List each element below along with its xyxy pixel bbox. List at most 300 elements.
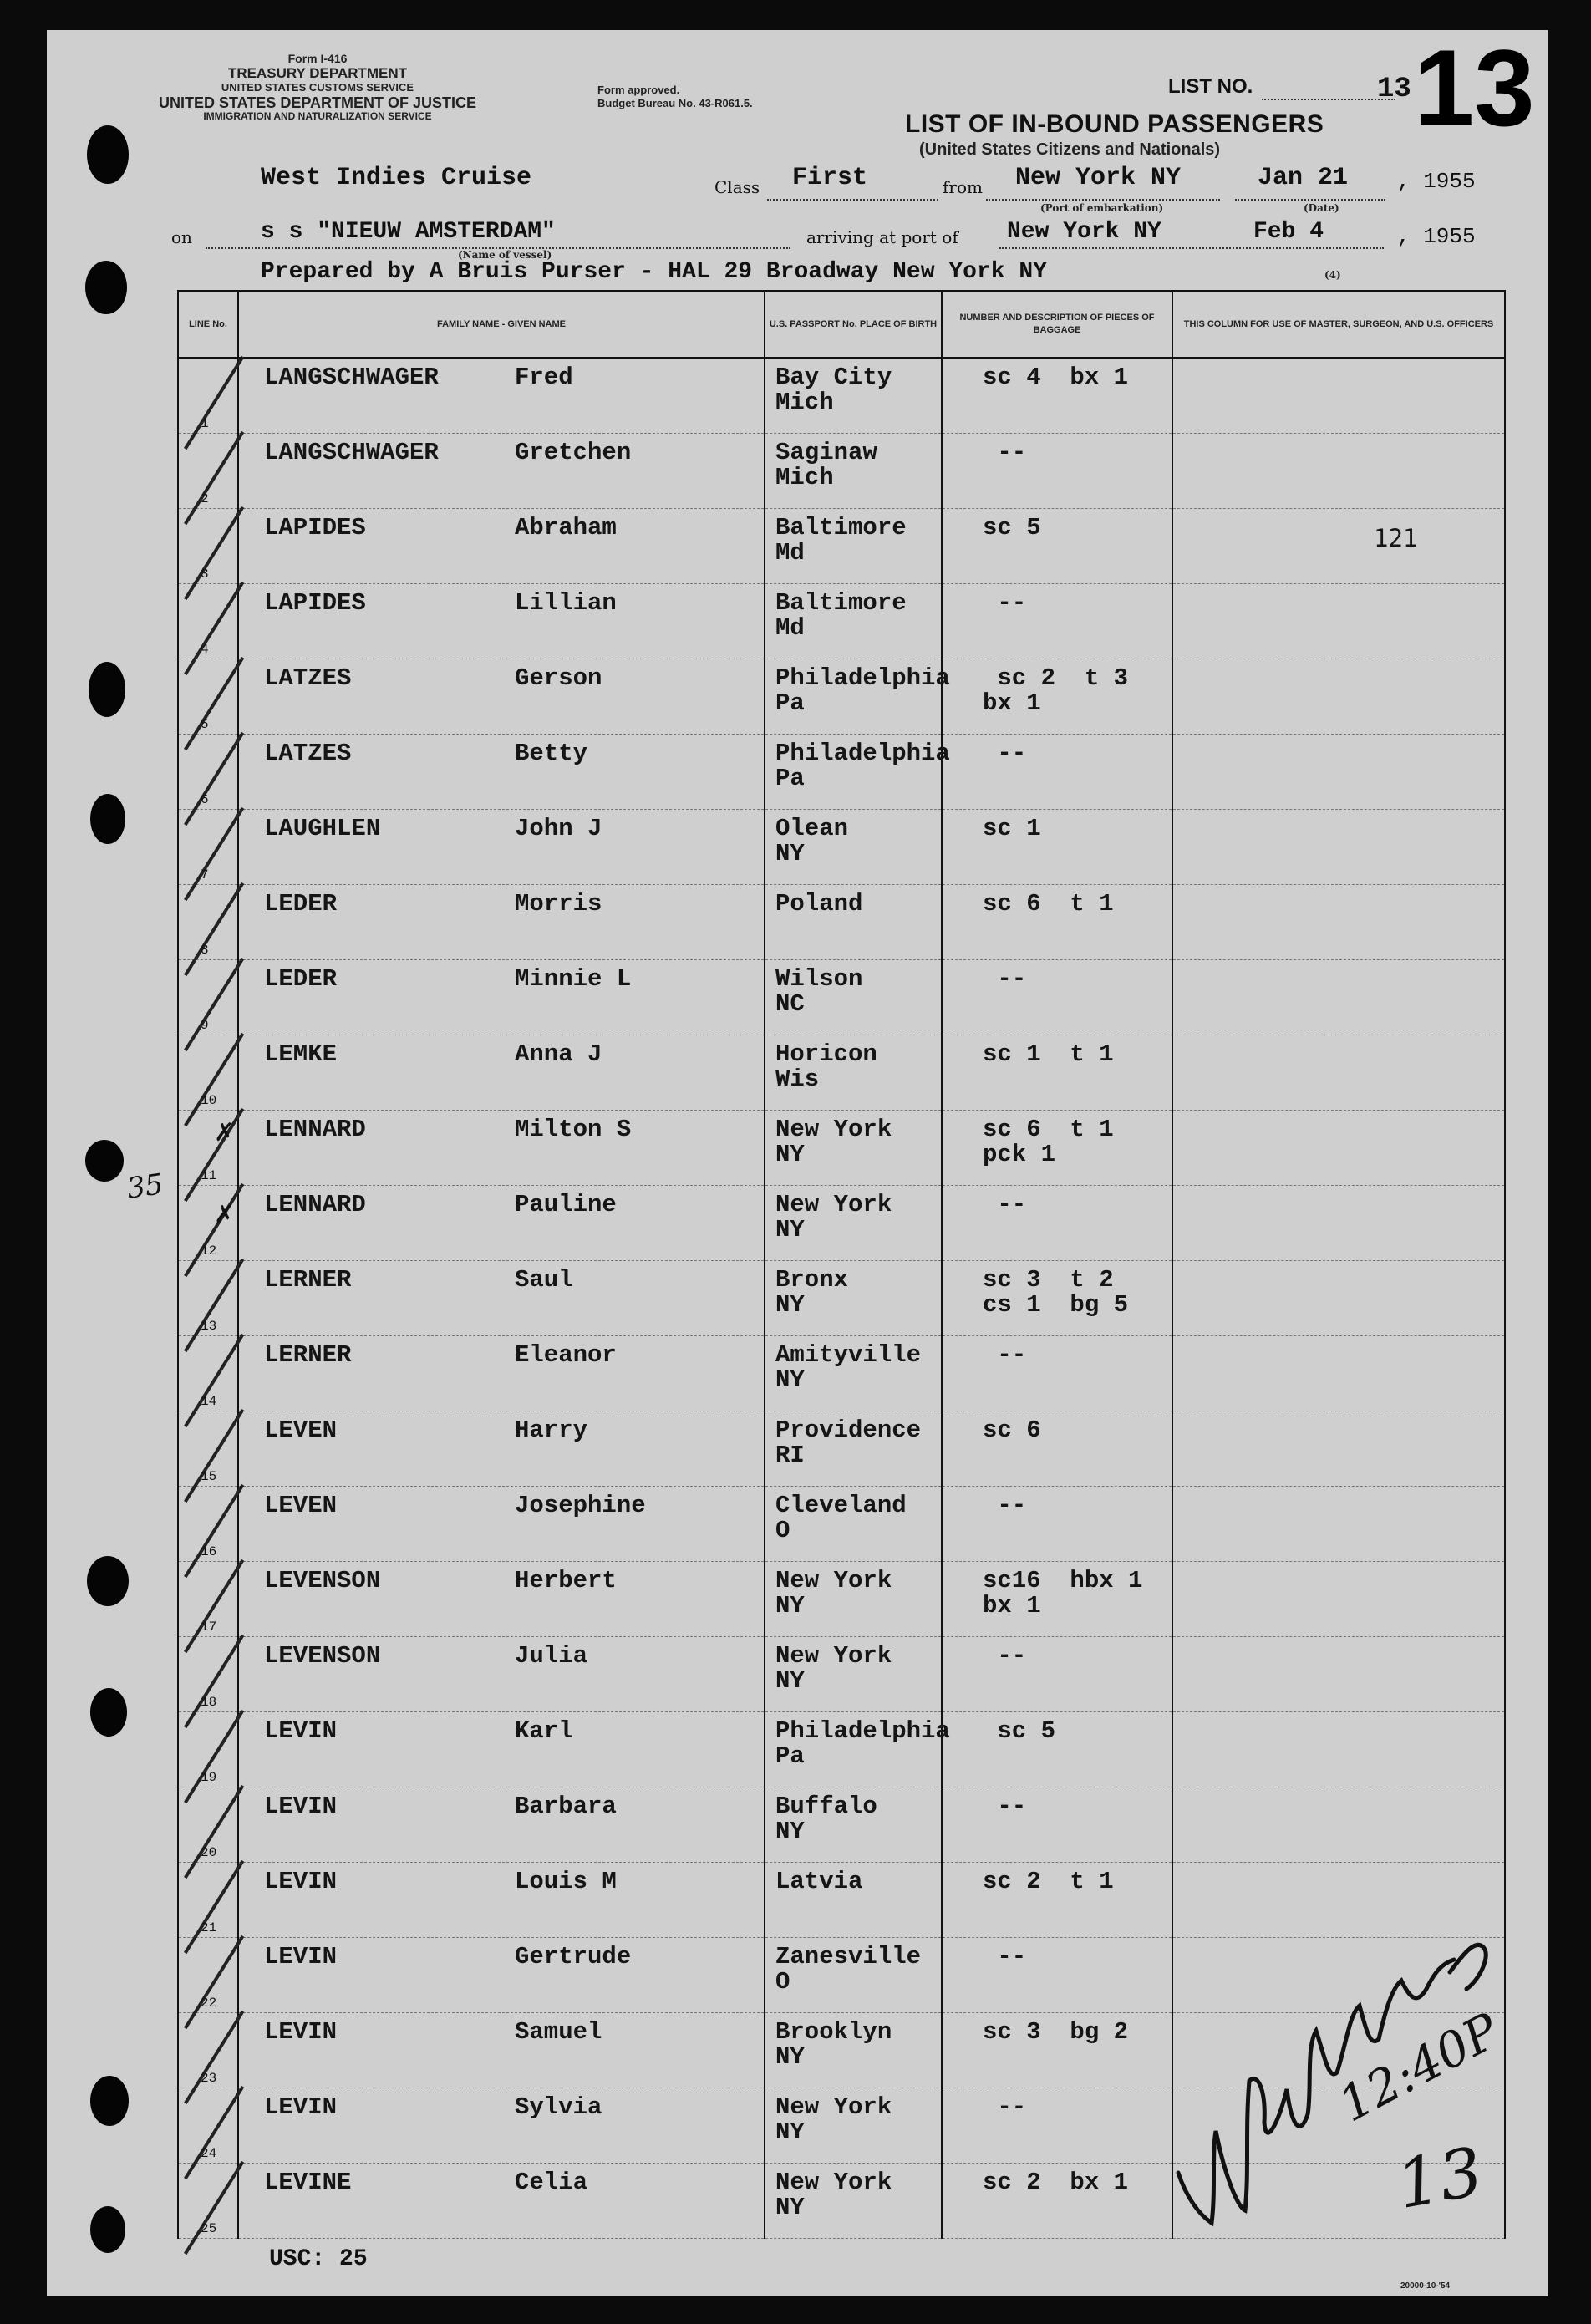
baggage-description: sc 2 t 3 bx 1: [983, 664, 1129, 717]
given-name: Saul: [515, 1265, 573, 1294]
given-name: Gertrude: [515, 1942, 632, 1971]
birthplace-cell: [765, 959, 942, 1035]
birthplace-cell: [765, 1486, 942, 1561]
line-number-cell: [178, 1862, 238, 1937]
place-of-birth: Cleveland O: [775, 1491, 907, 1544]
table-row: [178, 959, 1505, 1035]
line-number-cell: [178, 1486, 238, 1561]
baggage-cell: [942, 1711, 1172, 1787]
name-cell: [238, 1035, 765, 1110]
punch-hole: [87, 125, 129, 184]
officer-cell: [1172, 1787, 1505, 1862]
name-cell: [238, 1335, 765, 1411]
line-number-cell: [178, 1035, 238, 1110]
place-of-birth: Philadelphia Pa: [775, 739, 950, 792]
given-name: Karl: [515, 1716, 573, 1745]
punch-hole: [89, 662, 125, 717]
baggage-cell: [942, 1787, 1172, 1862]
table-row: [178, 1411, 1505, 1486]
given-name: Barbara: [515, 1792, 617, 1820]
place-of-birth: New York NY: [775, 1115, 892, 1168]
place-of-birth: Baltimore Md: [775, 588, 907, 642]
line-number: 5: [201, 716, 209, 732]
family-name: LAUGHLEN: [264, 814, 381, 842]
baggage-cell: [942, 809, 1172, 884]
name-cell: [238, 1185, 765, 1260]
approval-note: [597, 84, 753, 109]
table-row: [178, 433, 1505, 508]
baggage-description: --: [983, 438, 1027, 466]
agency-treasury: TREASURY DEPARTMENT: [227, 65, 408, 82]
baggage-description: --: [983, 1340, 1027, 1369]
line-number: 25: [201, 2220, 217, 2236]
baggage-description: --: [983, 739, 1027, 767]
name-cell: [238, 1937, 765, 2012]
baggage-description: sc 3 t 2 cs 1 bg 5: [983, 1265, 1129, 1319]
baggage-description: --: [983, 588, 1027, 617]
family-name: LEVIN: [264, 2017, 338, 2046]
officer-cell: [1172, 433, 1505, 508]
table-row: [178, 884, 1505, 959]
date-underline: [1235, 199, 1385, 201]
given-name: John J: [515, 814, 602, 842]
line-number-cell: [178, 1711, 238, 1787]
birthplace-cell: [765, 1937, 942, 2012]
place-of-birth: Philadelphia Pa: [775, 664, 950, 717]
departure-date: Jan 21: [1258, 164, 1349, 192]
birthplace-cell: [765, 508, 942, 583]
family-name: LEVENSON: [264, 1641, 381, 1670]
line-number-cell: [178, 659, 238, 734]
given-name: Louis M: [515, 1867, 617, 1895]
baggage-description: sc 2 bx 1: [983, 2168, 1129, 2196]
baggage-description: --: [983, 1641, 1027, 1670]
baggage-cell: [942, 1260, 1172, 1335]
arrival-underline: [999, 247, 1384, 249]
line-number: 9: [201, 1017, 209, 1033]
baggage-description: --: [983, 2093, 1027, 2121]
line-number: 10: [201, 1092, 217, 1108]
table-row: [178, 1636, 1505, 1711]
line-number: 4: [201, 641, 209, 657]
family-name: LEVINE: [264, 2168, 352, 2196]
line-number-cell: [178, 583, 238, 659]
handwritten-number: 13: [1390, 2132, 1489, 2225]
place-of-birth: Brooklyn NY: [775, 2017, 892, 2071]
given-name: Minnie L: [515, 964, 632, 993]
place-of-birth: Saginaw Mich: [775, 438, 877, 491]
agency-customs: UNITED STATES CUSTOMS SERVICE: [221, 80, 414, 94]
name-cell: [238, 2012, 765, 2088]
birthplace-cell: [765, 1185, 942, 1260]
list-no-underline: [1262, 99, 1395, 100]
table-row: [178, 1185, 1505, 1260]
birthplace-cell: [765, 433, 942, 508]
officer-note: 121: [1374, 523, 1418, 552]
officer-cell: [1172, 1335, 1505, 1411]
family-name: LERNER: [264, 1340, 352, 1369]
line-number: 11: [201, 1167, 217, 1183]
table-row: [178, 1561, 1505, 1636]
family-name: LANGSCHWAGER: [264, 364, 439, 391]
family-name: LENNARD: [264, 1190, 366, 1218]
place-of-birth: Wilson NC: [775, 964, 863, 1018]
given-name: Abraham: [515, 513, 617, 542]
family-name: LERNER: [264, 1265, 352, 1294]
punch-hole: [90, 1688, 127, 1737]
baggage-description: sc 4 bx 1: [983, 364, 1129, 391]
baggage-description: sc 5: [983, 513, 1041, 542]
check-mark-x: ✗: [214, 1118, 236, 1147]
line-number-cell: [178, 508, 238, 583]
line-number: 19: [201, 1769, 217, 1785]
prepared-by: Prepared by A Bruis Purser - HAL 29 Broadway New York NY: [261, 259, 1047, 285]
line-number: 17: [201, 1619, 217, 1635]
officer-cell: [1172, 1486, 1505, 1561]
print-code: 20000-10-'54: [1400, 2281, 1451, 2291]
punch-hole: [90, 2206, 125, 2253]
baggage-cell: [942, 2163, 1172, 2238]
baggage-cell: [942, 583, 1172, 659]
line-number: 21: [201, 1920, 217, 1935]
name-cell: [238, 959, 765, 1035]
baggage-description: sc 6: [983, 1416, 1041, 1444]
embark-port-note: (Port of embarkation): [1040, 202, 1164, 214]
family-name: LANGSCHWAGER: [264, 438, 439, 466]
arrival-year: , 1955: [1397, 224, 1476, 249]
baggage-cell: [942, 433, 1172, 508]
birthplace-cell: [765, 1035, 942, 1110]
officer-cell: [1172, 583, 1505, 659]
baggage-cell: [942, 734, 1172, 809]
place-of-birth: Bay City Mich: [775, 364, 892, 416]
name-cell: [238, 1636, 765, 1711]
table-row: [178, 508, 1505, 583]
line-number: 18: [201, 1694, 217, 1710]
baggage-description: sc 6 t 1 pck 1: [983, 1115, 1114, 1168]
birthplace-cell: [765, 1561, 942, 1636]
agency-block: [84, 52, 552, 123]
officer-cell: [1172, 1185, 1505, 1260]
line-number: 24: [201, 2145, 217, 2161]
line-number-cell: [178, 1335, 238, 1411]
vessel-note: (Name of vessel): [458, 249, 552, 261]
class-value: First: [792, 164, 868, 192]
line-number: 14: [201, 1393, 217, 1409]
name-cell: [238, 358, 765, 433]
birthplace-cell: [765, 1636, 942, 1711]
baggage-cell: [942, 884, 1172, 959]
birthplace-cell: [765, 884, 942, 959]
on-label: on: [171, 227, 192, 247]
name-cell: [238, 508, 765, 583]
budget-bureau-no: Budget Bureau No. 43-R061.5.: [597, 96, 753, 109]
punch-hole: [90, 794, 125, 844]
line-number-cell: [178, 1561, 238, 1636]
agency-justice: UNITED STATES DEPARTMENT OF JUSTICE: [158, 94, 476, 111]
birthplace-cell: [765, 1411, 942, 1486]
baggage-cell: [942, 508, 1172, 583]
baggage-description: sc 1 t 1: [983, 1040, 1114, 1068]
table-row: [178, 1335, 1505, 1411]
baggage-cell: [942, 1937, 1172, 2012]
birthplace-cell: [765, 1787, 942, 1862]
line-number-cell: [178, 1636, 238, 1711]
birthplace-cell: [765, 809, 942, 884]
baggage-description: --: [983, 1491, 1027, 1519]
date-note: (Date): [1304, 202, 1339, 214]
place-of-birth: New York NY: [775, 1190, 892, 1243]
place-of-birth: Bronx NY: [775, 1265, 849, 1319]
vessel-name: s s "NIEUW AMSTERDAM": [261, 219, 556, 245]
officer-cell: [1172, 1411, 1505, 1486]
family-name: LEVIN: [264, 1867, 338, 1895]
name-cell: [238, 1411, 765, 1486]
col-header-name: FAMILY NAME - GIVEN NAME: [238, 291, 765, 358]
col-header-officers: THIS COLUMN FOR USE OF MASTER, SURGEON, AND U.S. OFFICERS: [1172, 291, 1505, 358]
place-of-birth: Philadelphia Pa: [775, 1716, 950, 1770]
place-of-birth: New York NY: [775, 2093, 892, 2146]
birthplace-cell: [765, 734, 950, 809]
family-name: LEVIN: [264, 1942, 338, 1971]
family-name: LAPIDES: [264, 513, 366, 542]
name-cell: [238, 1862, 765, 1937]
col-header-line: LINE No.: [178, 291, 238, 358]
name-cell: [238, 1110, 765, 1185]
page-subtitle: (United States Citizens and Nationals): [919, 140, 1221, 159]
officer-cell: [1172, 358, 1505, 433]
baggage-cell: [942, 1110, 1172, 1185]
line-number: 20: [201, 1844, 217, 1860]
baggage-description: sc 2 t 1: [983, 1867, 1114, 1895]
departure-year: , 1955: [1397, 169, 1476, 194]
name-cell: [238, 809, 765, 884]
officer-cell: [1172, 959, 1505, 1035]
birthplace-cell: [765, 659, 950, 734]
line-number-cell: [178, 358, 238, 433]
given-name: Fred: [515, 364, 573, 391]
place-of-birth: Poland: [775, 889, 863, 918]
table-row: [178, 1486, 1505, 1561]
place-of-birth: Horicon Wis: [775, 1040, 877, 1093]
given-name: Gretchen: [515, 438, 632, 466]
table-row: [178, 1110, 1505, 1185]
family-name: LAPIDES: [264, 588, 366, 617]
family-name: LEDER: [264, 964, 338, 993]
col-header-passport: U.S. PASSPORT No. PLACE OF BIRTH: [765, 291, 942, 358]
line-number-cell: [178, 959, 238, 1035]
birthplace-cell: [765, 1862, 942, 1937]
baggage-description: --: [983, 1190, 1027, 1218]
place-of-birth: Buffalo NY: [775, 1792, 877, 1845]
officer-cell: [1172, 1711, 1505, 1787]
birthplace-cell: [765, 583, 942, 659]
given-name: Pauline: [515, 1190, 617, 1218]
line-number-cell: [178, 2012, 238, 2088]
table-row: [178, 583, 1505, 659]
officer-cell: [1172, 809, 1505, 884]
officer-cell: [1172, 508, 1505, 583]
birthplace-cell: [765, 1335, 942, 1411]
officer-cell: [1172, 1035, 1505, 1110]
form-number: Form I-416: [287, 52, 348, 65]
table-row: [178, 659, 1505, 734]
place-of-birth: Zanesville O: [775, 1942, 922, 1996]
cruise-name: West Indies Cruise: [261, 164, 532, 192]
given-name: Lillian: [515, 588, 617, 617]
given-name: Sylvia: [515, 2093, 602, 2121]
arrival-port: New York NY: [1007, 219, 1161, 245]
line-number: 23: [201, 2070, 217, 2086]
baggage-description: sc 3 bg 2: [983, 2017, 1129, 2046]
baggage-cell: [942, 1561, 1172, 1636]
name-cell: [238, 1260, 765, 1335]
name-cell: [238, 1787, 765, 1862]
officer-cell: [1172, 1561, 1505, 1636]
table-row: [178, 358, 1505, 433]
place-of-birth: Baltimore Md: [775, 513, 907, 567]
name-cell: [238, 2088, 765, 2163]
family-name: LEMKE: [264, 1040, 338, 1068]
given-name: Herbert: [515, 1566, 617, 1594]
baggage-cell: [942, 1411, 1172, 1486]
birthplace-cell: [765, 1110, 942, 1185]
birthplace-cell: [765, 2088, 942, 2163]
line-number: 3: [201, 566, 209, 582]
line-number: 16: [201, 1543, 217, 1559]
name-cell: [238, 734, 765, 809]
family-name: LATZES: [264, 739, 352, 767]
form-approved: Form approved.: [597, 84, 680, 96]
given-name: Eleanor: [515, 1340, 617, 1369]
line-number: 2: [201, 491, 209, 506]
given-name: Gerson: [515, 664, 602, 692]
name-cell: [238, 583, 765, 659]
baggage-cell: [942, 2088, 1172, 2163]
line-number: 6: [201, 791, 209, 807]
table-row: [178, 1787, 1505, 1862]
baggage-cell: [942, 659, 1172, 734]
officer-cell: [1172, 659, 1505, 734]
place-of-birth: New York NY: [775, 1566, 892, 1620]
line-number: 1: [201, 415, 209, 431]
place-of-birth: Olean NY: [775, 814, 849, 867]
baggage-cell: [942, 1035, 1172, 1110]
table-row: [178, 809, 1505, 884]
time-note: 12:40P: [1329, 2001, 1509, 2133]
place-of-birth: Amityville NY: [775, 1340, 922, 1394]
baggage-description: sc 5: [983, 1716, 1056, 1745]
punch-hole: [85, 1140, 124, 1182]
officer-cell: [1172, 734, 1505, 809]
line-number: 12: [201, 1243, 217, 1259]
baggage-cell: [942, 1335, 1172, 1411]
baggage-description: sc16 hbx 1 bx 1: [983, 1566, 1143, 1620]
baggage-cell: [942, 358, 1172, 433]
table-row: [178, 734, 1505, 809]
table-row: [178, 1035, 1505, 1110]
family-name: LEVIN: [264, 1716, 338, 1745]
column-four-note: (4): [1324, 269, 1341, 281]
given-name: Josephine: [515, 1491, 646, 1519]
birthplace-cell: [765, 2163, 942, 2238]
baggage-description: sc 6 t 1: [983, 889, 1114, 918]
col-header-baggage: NUMBER AND DESCRIPTION OF PIECES OF BAGGAGE: [942, 291, 1172, 358]
line-number: 8: [201, 942, 209, 958]
given-name: Anna J: [515, 1040, 602, 1068]
punch-hole: [85, 261, 127, 314]
line-number-cell: [178, 1787, 238, 1862]
line-number-cell: [178, 2088, 238, 2163]
class-underline: [767, 199, 938, 201]
line-number: 22: [201, 1995, 217, 2011]
name-cell: [238, 1561, 765, 1636]
line-number-cell: [178, 1411, 238, 1486]
baggage-description: --: [983, 964, 1027, 993]
name-cell: [238, 433, 765, 508]
arriving-label: arriving at port of: [806, 227, 958, 247]
class-label: Class: [714, 177, 760, 197]
line-number: 13: [201, 1318, 217, 1334]
given-name: Samuel: [515, 2017, 602, 2046]
stamped-list-number: 13: [1414, 27, 1535, 149]
name-cell: [238, 659, 765, 734]
given-name: Morris: [515, 889, 602, 918]
check-mark-x: ✗: [214, 1200, 236, 1229]
officer-cell: [1172, 884, 1505, 959]
family-name: LEVIN: [264, 2093, 338, 2121]
list-no-label: LIST NO.: [1168, 75, 1253, 98]
place-of-birth: Latvia: [775, 1867, 863, 1895]
line-number-cell: [178, 884, 238, 959]
line-number-cell: [178, 809, 238, 884]
name-cell: [238, 1486, 765, 1561]
from-underline: [986, 199, 1220, 201]
family-name: LEVEN: [264, 1416, 338, 1444]
family-name: LEDER: [264, 889, 338, 918]
officer-cell: [1172, 1636, 1505, 1711]
line-number-cell: [178, 433, 238, 508]
baggage-cell: [942, 1185, 1172, 1260]
family-name: LATZES: [264, 664, 352, 692]
baggage-cell: [942, 1862, 1172, 1937]
birthplace-cell: [765, 2012, 942, 2088]
family-name: LENNARD: [264, 1115, 366, 1143]
name-cell: [238, 2163, 765, 2238]
punch-hole: [90, 2076, 129, 2126]
line-number-cell: [178, 734, 238, 809]
family-name: LEVENSON: [264, 1566, 381, 1594]
birthplace-cell: [765, 1260, 942, 1335]
family-name: LEVEN: [264, 1491, 338, 1519]
baggage-description: --: [983, 1792, 1027, 1820]
given-name: Julia: [515, 1641, 588, 1670]
from-label: from: [943, 177, 983, 197]
birthplace-cell: [765, 1711, 950, 1787]
page-title: LIST OF IN-BOUND PASSENGERS: [905, 110, 1324, 138]
baggage-cell: [942, 2012, 1172, 2088]
line-number-cell: [178, 2163, 238, 2238]
arrival-date: Feb 4: [1253, 219, 1324, 245]
line-number-cell: [178, 1260, 238, 1335]
line-number: 7: [201, 867, 209, 882]
birthplace-cell: [765, 358, 942, 433]
given-name: Milton S: [515, 1115, 632, 1143]
baggage-description: --: [983, 1942, 1027, 1971]
list-no-value: 13: [1377, 74, 1411, 105]
officer-cell: [1172, 1110, 1505, 1185]
family-name: LEVIN: [264, 1792, 338, 1820]
